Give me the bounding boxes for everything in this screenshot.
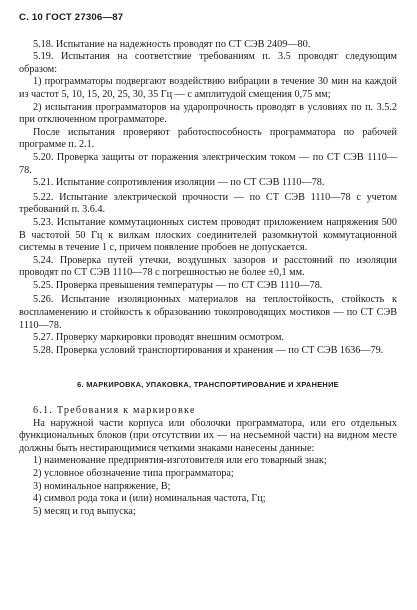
list-item-current: 4) символ рода тока и (или) номинальная частота, Гц; — [33, 493, 266, 505]
paragraph-after-tests: После испытания проверяют работоспособность программатора по рабочей программе п. 2.1. — [19, 126, 397, 151]
paragraph-5-22: 5.22. Испытание электрической прочности — по СТ СЭВ 1110—78 с учетом требований п. 3.6.4. — [19, 191, 397, 216]
list-item-voltage: 3) номинальное напряжение, В; — [33, 480, 171, 492]
list-item-vibration: 1) программаторы подвергают воздействию вибрации в течение 30 мин на каждой из частот 5, 10, 15, 20, 25, 30, 35 Гц — с амплитудой смещения 0,75 мм; — [19, 76, 397, 100]
paragraph-5-19: 5.19. Испытания на соответствие требованиям п. 3.5 проводят следующим образом: — [19, 51, 397, 75]
list-item-manufacturer: 1) наименование предприятия-изготовителя или его товарный знак; — [33, 455, 327, 467]
paragraph-5-27: 5.27. Проверку маркировки проводят внешним осмотром. — [33, 332, 285, 344]
list-item-shock: 2) испытания программаторов на ударопрочность проводят в условиях по п. 3.5.2 при отключенном программаторе. — [19, 101, 397, 126]
document-page — [19, 12, 397, 518]
paragraph-5-21: 5.21. Испытание сопротивления изоляции — по СТ СЭВ 1110—78. — [33, 177, 325, 189]
page-header: С. 10 ГОСТ 27306—87 — [19, 12, 124, 23]
paragraph-marking-intro: На наружной части корпуса или оболочки программатора, или его отдельных функциональных блоков (при отсутствии их — на несъемной части) на видном месте должны быть нестирающимися четкими знаками нанесены данные: — [19, 417, 397, 454]
paragraph-5-23: 5.23. Испытание коммутационных систем проводят приложением напряжения 500 В частотой 50 Гц к вилкам плоских соединителей разомкнутой коммутационной системы в течение 1 с, причем появление пробоев не допускается. — [19, 216, 397, 254]
paragraph-5-25: 5.25. Проверка превышения температуры — по СТ СЭВ 1110—78. — [33, 279, 323, 291]
list-item-type: 2) условное обозначение типа программатора; — [33, 468, 234, 479]
subsection-title: 6.1. Требования к маркировке — [33, 405, 196, 417]
paragraph-5-26: 5.26. Испытание изоляционных материалов на теплостойкость, стойкость к воспламенению и стойкость к образованию токопроводящих мостиков — по СТ СЭВ 1110—78. — [19, 294, 397, 331]
paragraph-5-28: 5.28. Проверка условий транспортирования и хранения — по СТ СЭВ 1636—79. — [33, 344, 384, 356]
paragraph-5-18: 5.18. Испытание на надежность проводят по СТ СЭВ 2409—80. — [33, 38, 311, 50]
list-item-date: 5) месяц и год выпуска; — [33, 505, 136, 517]
paragraph-5-20: 5.20. Проверка защиты от поражения электрическим током — по СТ СЭВ 1110—78. — [19, 151, 397, 176]
section-title: 6. МАРКИРОВКА, УПАКОВКА, ТРАНСПОРТИРОВАНИЕ И ХРАНЕНИЕ — [77, 380, 339, 390]
paragraph-5-24: 5.24. Проверка путей утечки, воздушных зазоров и расстояний по изоляции проводят по СТ СЭВ 1110—78 с погрешностью не более ±0,1 мм. — [19, 254, 397, 279]
